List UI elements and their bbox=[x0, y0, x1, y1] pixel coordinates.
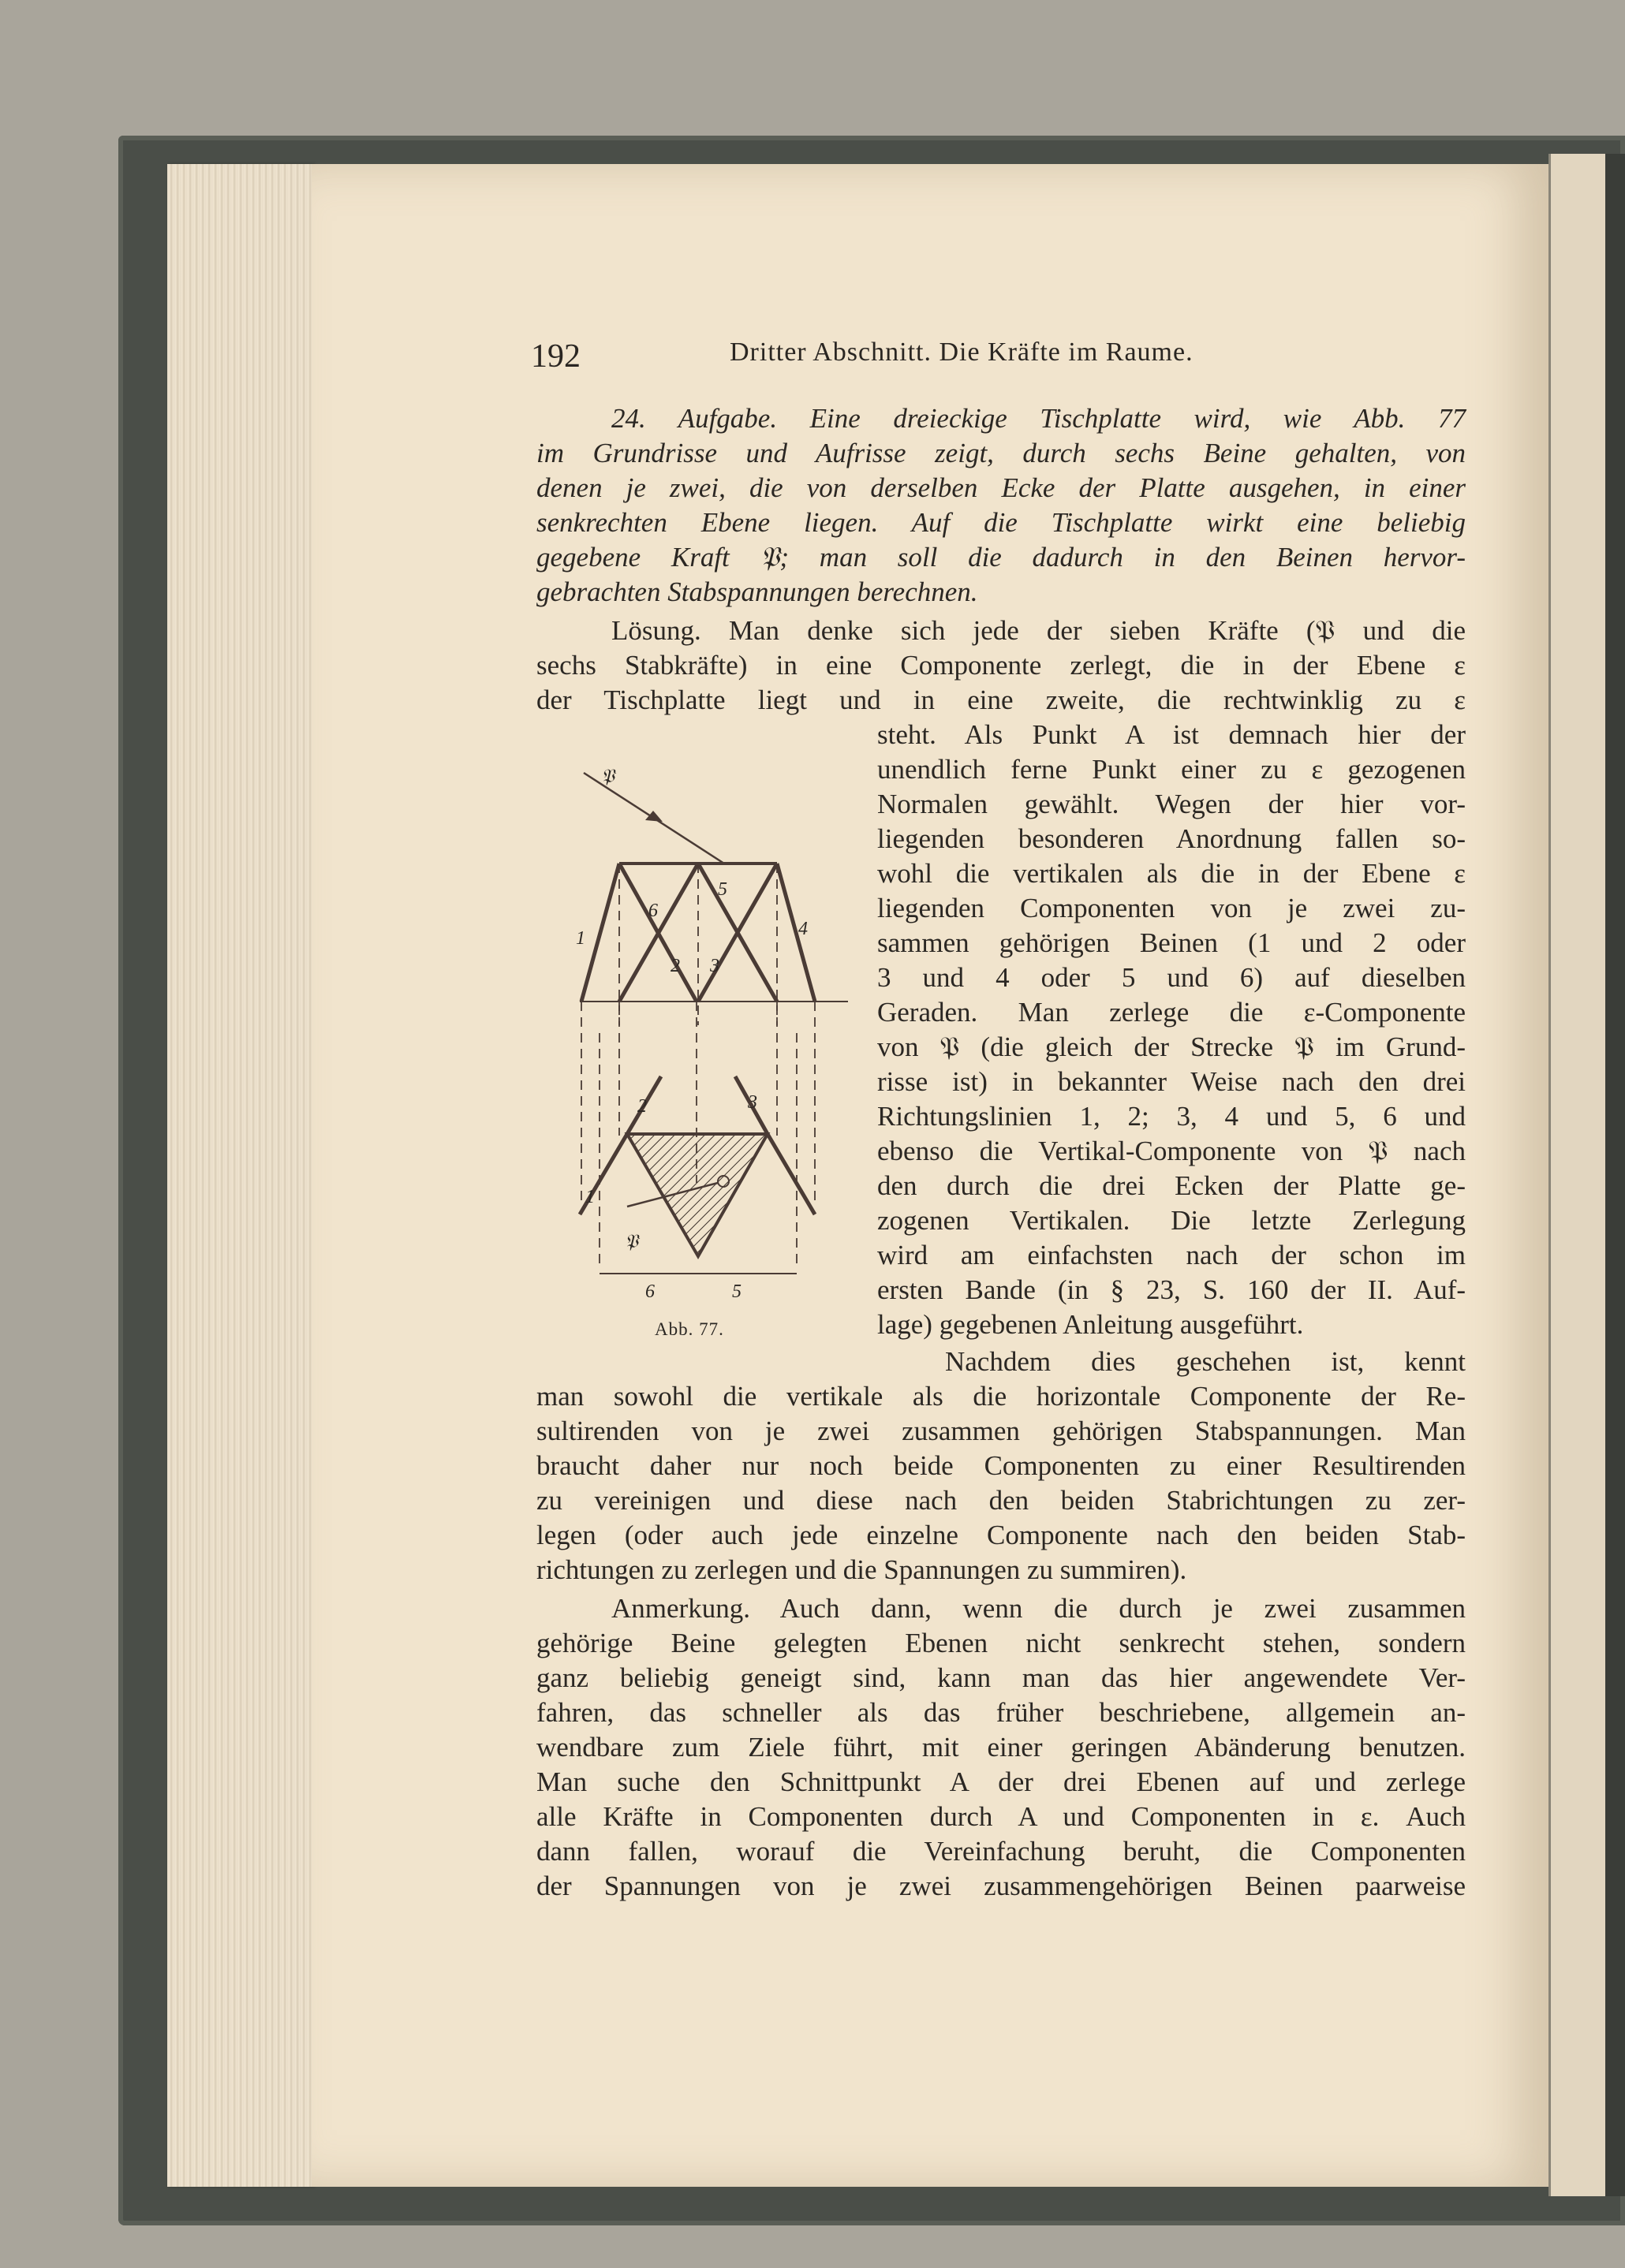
solution-after-line: braucht daher nur noch beide Componenten zu einer Resultirenden bbox=[536, 1450, 1466, 1481]
solution-side-line: Normalen gewählt. Wegen der hier vor- bbox=[877, 789, 1466, 819]
solution-side-line: ersten Bande (in § 23, S. 160 der II. Auf- bbox=[877, 1274, 1466, 1305]
task-line: 24. Aufgabe. Eine dreieckige Tischplatte wird, wie Abb. 77 bbox=[611, 403, 1466, 434]
plan-label-3: 3 bbox=[748, 1092, 757, 1113]
facing-cover-edge bbox=[1605, 154, 1625, 2196]
remark-line: dann fallen, worauf die Vereinfachung beruht, die Componenten bbox=[536, 1836, 1466, 1867]
leg-4 bbox=[777, 864, 815, 1002]
solution-side-line: unendlich ferne Punkt einer zu ε gezogenen bbox=[877, 754, 1466, 785]
label-2: 2 bbox=[671, 956, 680, 976]
plan-label-2: 2 bbox=[637, 1096, 647, 1117]
solution-line: sechs Stabkräfte) in eine Componente zerlegt, die in der Ebene ε bbox=[536, 650, 1466, 681]
solution-side-line: wird am einfachsten nach der schon im bbox=[877, 1240, 1466, 1270]
solution-side-line: lage) gegebenen Anleitung ausgeführt. bbox=[877, 1309, 1304, 1340]
solution-side-line: liegenden besonderen Anordnung fallen so- bbox=[877, 823, 1466, 854]
solution-side-line: risse ist) in bekannter Weise nach den drei bbox=[877, 1066, 1466, 1097]
figure-abb-77 bbox=[552, 765, 852, 1302]
solution-side-line: zogenen Vertikalen. Die letzte Zerlegung bbox=[877, 1205, 1466, 1236]
remark-line: ganz beliebig geneigt sind, kann man das hier angewendete Ver- bbox=[536, 1662, 1466, 1693]
solution-side-line: sammen gehörigen Beinen (1 und 2 oder bbox=[877, 927, 1466, 958]
solution-after-line: man sowohl die vertikale als die horizontale Componente der Re- bbox=[536, 1381, 1466, 1412]
task-line: denen je zwei, die von derselben Ecke der Platte ausgehen, in einer bbox=[536, 472, 1466, 503]
task-line: senkrechten Ebene liegen. Auf die Tischplatte wirkt eine beliebig bbox=[536, 507, 1466, 538]
solution-after-line: legen (oder auch jede einzelne Componente nach den beiden Stab- bbox=[536, 1520, 1466, 1550]
remark-line: wendbare zum Ziele führt, mit einer geringen Abänderung benutzen. bbox=[536, 1732, 1466, 1763]
remark-line: Man suche den Schnittpunkt A der drei Ebenen auf und zerlege bbox=[536, 1766, 1466, 1797]
running-title: Dritter Abschnitt. Die Kräfte im Raume. bbox=[730, 338, 1194, 367]
remark-line: alle Kräfte in Componenten durch A und Componenten in ε. Auch bbox=[536, 1801, 1466, 1832]
remark-line: fahren, das schneller als das früher beschriebene, allgemein an- bbox=[536, 1697, 1466, 1728]
solution-side-line: wohl die vertikalen als die in der Ebene ε bbox=[877, 858, 1466, 889]
solution-line: der Tischplatte liegt und in eine zweite, die rechtwinklig zu ε bbox=[536, 685, 1466, 715]
label-1: 1 bbox=[576, 928, 585, 949]
remark-line: gehörige Beine gelegten Ebenen nicht senkrecht stehen, sondern bbox=[536, 1628, 1466, 1658]
tabletop-plan bbox=[627, 1134, 768, 1256]
solution-after-line: sultirenden von je zwei zusammen gehörigen Stabspannungen. Man bbox=[536, 1416, 1466, 1446]
solution-side-line: Geraden. Man zerlege die ε-Componente bbox=[877, 997, 1466, 1028]
remark-line: der Spannungen von je zwei zusammengehörigen Beinen paarweise bbox=[536, 1871, 1466, 1901]
plan-label-6: 6 bbox=[645, 1281, 655, 1302]
figure-caption: Abb. 77. bbox=[655, 1319, 724, 1339]
plan-leg-4 bbox=[768, 1134, 815, 1214]
solution-side-line: den durch die drei Ecken der Platte ge- bbox=[877, 1170, 1466, 1201]
label-5: 5 bbox=[718, 879, 727, 900]
task-line: im Grundrisse und Aufrisse zeigt, durch sechs Beine gehalten, von bbox=[536, 438, 1466, 468]
label-3: 3 bbox=[710, 956, 719, 976]
solution-after-line: Nachdem dies geschehen ist, kennt bbox=[945, 1346, 1466, 1377]
task-line: gebrachten Stabspannungen berechnen. bbox=[536, 576, 978, 607]
page-number: 192 bbox=[531, 338, 581, 375]
solution-side-line: liegenden Componenten von je zwei zu- bbox=[877, 893, 1466, 923]
remark-line: Anmerkung. Auch dann, wenn die durch je zwei zusammen bbox=[611, 1593, 1466, 1624]
force-arrowhead bbox=[645, 811, 663, 822]
label-4: 4 bbox=[798, 919, 808, 939]
leg-1 bbox=[581, 864, 619, 1002]
solution-side-line: Richtungslinien 1, 2; 3, 4 und 5, 6 und bbox=[877, 1101, 1466, 1132]
figure-force-label: 𝔓 bbox=[601, 767, 615, 787]
solution-after-line: richtungen zu zerlegen und die Spannungen zu summiren). bbox=[536, 1554, 1187, 1585]
solution-side-line: steht. Als Punkt A ist demnach hier der bbox=[877, 719, 1466, 750]
page-edges bbox=[167, 164, 313, 2187]
plan-label-5: 5 bbox=[732, 1281, 742, 1302]
solution-side-line: ebenso die Vertikal-Componente von 𝔓 nach bbox=[877, 1136, 1466, 1166]
solution-after-line: zu vereinigen und diese nach den beiden Stabrichtungen zu zer- bbox=[536, 1485, 1466, 1516]
solution-side-line: 3 und 4 oder 5 und 6) auf dieselben bbox=[877, 962, 1466, 993]
plan-label-1: 1 bbox=[585, 1187, 595, 1207]
solution-side-line: von 𝔓 (die gleich der Strecke 𝔓 im Grund- bbox=[877, 1031, 1466, 1062]
solution-line: Lösung. Man denke sich jede der sieben Kräfte (𝔓 und die bbox=[611, 615, 1466, 646]
facing-page-edge bbox=[1548, 154, 1608, 2196]
plan-force-label: 𝔓 bbox=[625, 1232, 639, 1252]
task-line: gegebene Kraft 𝔓; man soll die dadurch in den Beinen hervor- bbox=[536, 542, 1466, 573]
label-6: 6 bbox=[648, 901, 658, 921]
